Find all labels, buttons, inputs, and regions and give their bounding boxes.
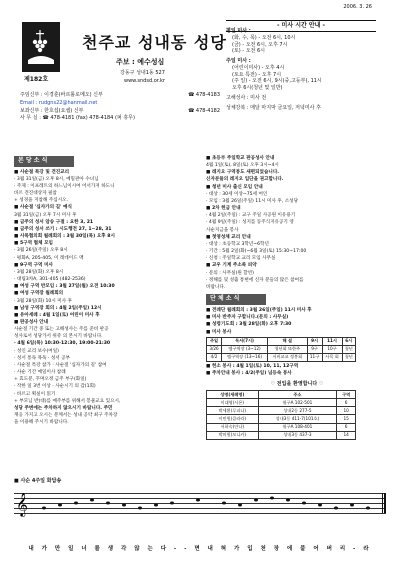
news-item: 사순절 기간 중 또는 고해성사는 주를 준비 판공 [14,327,109,333]
contact-list [20,92,220,123]
parish-news-column [14,156,196,427]
contact-left: 주임신부 : 이경훈(바르톨로메오) 신부 [20,92,103,98]
psalm-lyrics: 내 가 만 일 너 를 생 각 않 는 다 - - 면 내 혀 가 입 천 장 에 붙 어 버 리 - 라 [28,546,372,552]
music-staff [14,487,386,519]
contact-row [20,100,220,107]
table-row [207,423,356,431]
table-cell: 4/2 [207,353,222,361]
news-item: · 대상 : 30세 이상~75세 여인 [206,191,268,197]
svg-text:𝄞: 𝄞 [16,491,28,516]
right-news-list [206,156,388,291]
news-item: ■ 9구역 구역 미사 [14,262,53,268]
table-row [207,407,356,415]
mass-schedule-title: - 미사 시간 안내 - [226,20,376,32]
issue-date: 2006. 3. 26 [343,4,372,10]
table-row [207,415,356,423]
news-item: 바르 견진대상자 필참 [14,191,57,197]
news-item: 바랍니다. [206,284,226,290]
table-header-row [207,391,356,399]
contact-row [20,92,220,99]
news-item: ■ 판공성사 안내 [14,319,49,325]
table-header-cell: 구역 [337,391,356,399]
news-item: · 3월 28일(화) 오후 8시 [14,269,64,275]
sunday-time: (주 일) - 오전 6시, 9시(중,고등부), 11시 [232,78,322,85]
table-cell: 월구A 102-501 [258,399,337,407]
table-cell: 10 [337,407,356,415]
news-item: ■ 레지오 구역봉도 새편되었습니다. [206,170,280,176]
table-body [207,345,356,361]
news-item: ■ 2차 헌금 안내 [206,206,241,212]
table-cell: 엠구역장 (3~12) [222,345,268,353]
table-header-cell: 9시 [307,337,322,345]
news-item: · 4월 9일(주일) : 성지를 동주식지유공기 영 [206,220,294,226]
contact-email[interactable]: Email : rudgns22@hanmail.net [20,99,98,106]
news-item: · 3월 26일(주일) 오후 8시 [14,248,68,254]
news-item: ■ 초등부 주일학교 판공성사 안내 [206,156,275,161]
sunday-time: 오후 6시(청년 및 일반) [232,85,283,91]
news-item: · 성서 통독 목독 · 성서 공부 [14,355,71,361]
news-item: 4월 1일(토), 8일(토) 오후 3시~4시 [206,163,279,169]
table-cell: 이민원(클라라) [207,415,259,423]
news-item: ■ 청년 미사 출신 모임 안내 [206,184,263,190]
table-cell: 박세환(루피나) [207,407,259,415]
table-cell: 사목 회 [322,353,342,361]
news-item: · 사순절 특강 참가 · 사순절 '십자가의 길' 참여 [14,362,107,368]
news-item: ■ 헌소 봉사 : 4월 1일(토) 10, 11, 12구역 [206,364,299,370]
news-item: 신자분들의 레지오 입단을 권고합니다. [206,177,284,183]
patron-label: 주보 : 예수성심 [116,58,165,66]
table-row [207,345,356,353]
table-cell: 서비교교 정봉회 [268,353,308,361]
table-cell: 성내3동 411-7(101호) [258,415,337,423]
news-item: ■ 교우 기계 주소록 피약 [206,263,257,269]
contact-row [20,115,220,122]
news-item: · 바르고 획실이 읽기 [14,391,56,397]
table-cell: 청년 [342,353,355,361]
table-cell: 3/26 [207,345,222,353]
news-item: · 4월 6일(목) 10:30-12:30, 19:00-21:30 [14,341,111,347]
table-cell: 월구A 108-401 [258,423,337,431]
news-item: 을 이용해 주시기 바랍니다. [14,420,69,426]
news-item: 성당 주변에는 주차하지 않으시기 바랍니다. 주민 [14,405,113,411]
table-cell: 14 [337,431,356,439]
news-item: · 대상 : 초등학교 3학년~6학년 [206,241,269,247]
adoration-info: 성체강복 : 매달 마지막 금요일, 저녁미사 후 [226,104,321,111]
parish-website[interactable]: www.sndsd.or.kr [124,78,165,84]
church-logo-icon [22,22,60,72]
news-item: · 신청 : 주일학교 교리 모임 사무실 [206,256,276,262]
news-item: ■ 주차안내 봉사 : 4/2(주일) 넘등속 봉사 [206,371,292,377]
news-item: ■ 사순절 '십자가의 길' 예식 [14,205,72,211]
table-cell: 9구 [307,345,322,353]
news-item: · 사순 기간 예일이사 참례 [14,370,66,376]
table-header-cell: 해 설 [268,337,308,345]
table-header-cell: 독서(7시) [222,337,268,345]
sunday-label: 주일 미사 : [226,58,251,64]
news-item: · 주제 : 이프레트의 하느님이시여 어서가져 하도니 [14,184,115,189]
news-item: ■ 미사 봉사 [206,329,232,335]
news-item: ■ 5구역 협체 모임 [14,241,53,247]
table-header-cell: 성명(세례명) [207,391,259,399]
table-cell: 청년회 또한주 [268,345,308,353]
weekday-time: (금) - 오전 6시, 오후 7시 [232,41,288,48]
news-item: ■ 사순절 특강 및 견진교리 [14,169,70,175]
news-item: ■ 금주의 성서 쓰기 : 시도행전 27, 1~28, 31 [14,226,112,232]
news-item: 3월 31일(금) 오후 7시 미사 후 [14,212,77,218]
table-header-cell: 주일 [207,337,222,345]
parish-news-heading: 본 당 소 식 [14,156,74,167]
news-item: 재응 가지고 오시는 분께서는 성내 공약 최구 주차장 [14,413,118,418]
news-item: · 성인 교리 보수(여일) [14,348,59,354]
table-cell: 11구 [307,353,322,361]
news-item: ■ 성령기도회 : 3월 28일(화) 오후 7:30 [206,322,292,328]
news-item: · 모임 : 3월 26일(주일) 11시 미사 후, 소성당 [206,198,299,204]
responsorial-psalm [14,478,386,538]
contact-right: ☎ 478-4183 [188,92,220,98]
table-cell: 이대영(시몬) [207,399,259,407]
news-item: ■ 금주의 성서 암송 구절 : 요한 3, 21 [14,219,94,225]
sunday-mass [226,58,376,92]
mass-service-table [206,337,356,362]
news-item: ■ 사목협의회 월례회의 : 3월 30일(목) 오후 8시 [14,234,115,240]
service-list [206,364,388,378]
news-item: · 문의 : 사무실(원 할빈) [206,270,254,276]
weekday-time: (화, 수, 목) - 오전 6시, 10시 [232,34,296,41]
news-item: 성사로서 성당가서 위쥬 의 본시기 바랍니다. [14,334,103,340]
news-item: ■ 여성 구역 반모임 : 3월 27일(월) 오전 10:30 [14,284,115,290]
parish-address: 강동구 성내1동 527 [120,70,165,76]
table-header-row [207,337,356,345]
news-item: + 성경을 지참해 주십시오. [14,198,69,204]
table-cell: 6 [337,423,356,431]
news-item: · 작한 일 3번 이상 · 사순시기 의 감(1회) [14,384,96,390]
psalm-title: ■ 사순 4주일 화답송 [14,478,62,484]
table-cell: 10구 [322,345,342,353]
news-item: · 정해를 및 성출 통현에 신자 분들의 많은 참여를 [206,277,304,283]
sunday-time: (어린이미사) - 오후 4시 [232,64,285,71]
news-item: · 대림3차A, 301-405 (482-2536) [14,277,86,283]
table-body [207,399,356,439]
group-news-list [206,308,388,336]
table-header-cell: 6시 [342,337,355,345]
table-cell: 성내3동 437-3 [258,431,337,439]
table-row [207,431,356,439]
news-item: ■ 첫영성체 교리 안내 [206,234,251,240]
news-item: ■ 여성 구역장 월례회의 [14,291,64,297]
news-item: ■ 유아세례 : 4월 1일(토) 어린이 미사 후 [14,312,100,318]
music-notes-icon [14,487,386,519]
table-cell: 박미원(모니카) [207,431,259,439]
news-item: ■ 남성 구역장 회의 : 4월 2일(주일) 12시 [14,305,102,311]
table-cell: 6 [337,399,356,407]
parish-title: 천주교 성내동 성당 [82,33,227,52]
contact-left: 보좌신부 : 한호섭(요셉) 신부 [20,107,84,114]
newcomer-table [206,390,356,440]
table-header-cell: 주소 [258,391,337,399]
table-row [207,399,356,407]
right-news-column [206,156,388,440]
contact-right: ☎ 478-4182 [188,107,220,114]
sunday-time: (토요 특전) - 오후 7시 [232,71,282,78]
news-item: · 3월 31일(금) 오후 8시, 예밀관아 수녀님 [14,176,99,182]
news-item: · 기간 : 5월 2일(화)~6월 3일(토) 15:30~17:00 [206,249,307,255]
contact-left: 사 무 실 : ☎ 478-4181 (fax) 478-4184 (퍼 휴무) [20,115,135,122]
news-item: 사순지금을 봉사 [206,227,239,233]
parish-news-list [14,170,196,427]
table-cell: 엠구역장 (13~16) [222,353,268,361]
news-item: · 4월 2일(주일) : 교구 주일 사공원 이유용기 [206,213,296,219]
weekday-time: (토) - 오전 6시 [232,48,265,55]
news-item: + 부모님 반(대)를 예주부를 위해서 봉물교요 있으시, [14,398,121,404]
contact-row [20,108,220,115]
news-item: ■ 미사 반주자 구합니다.(문의 : 사무실) [206,315,289,321]
news-item: + 효도분, 꾸며오정 금주 부구(화일) [14,377,87,383]
news-item: · 평화A, 205-405, 이 레데이드 맥 [14,255,84,261]
table-row [207,353,356,361]
table-cell: 성내2동 277-5 [258,407,337,415]
group-news-heading: 단 체 소 식 [206,294,266,305]
table-cell: 서하숙(안나) [207,423,259,431]
issue-number: 제182호 [24,76,49,83]
news-item: · 3월 28일(화) 10시 미사 후 [14,298,73,304]
welcome-title: ♡ 전입을 환영합니다 ♡ [270,380,324,387]
confession-info: 고해성사 : 미사 전 [226,94,267,101]
weekday-label: 평일 미사 : [226,28,251,34]
mass-schedule [226,22,376,114]
news-item: ■ 전례단 월례회의 : 3월 26일(주일) 11시 미사 후 [206,308,312,314]
table-header-cell: 11시 [322,337,342,345]
table-cell: 청년 [342,345,355,353]
table-cell: 15 [337,415,356,423]
